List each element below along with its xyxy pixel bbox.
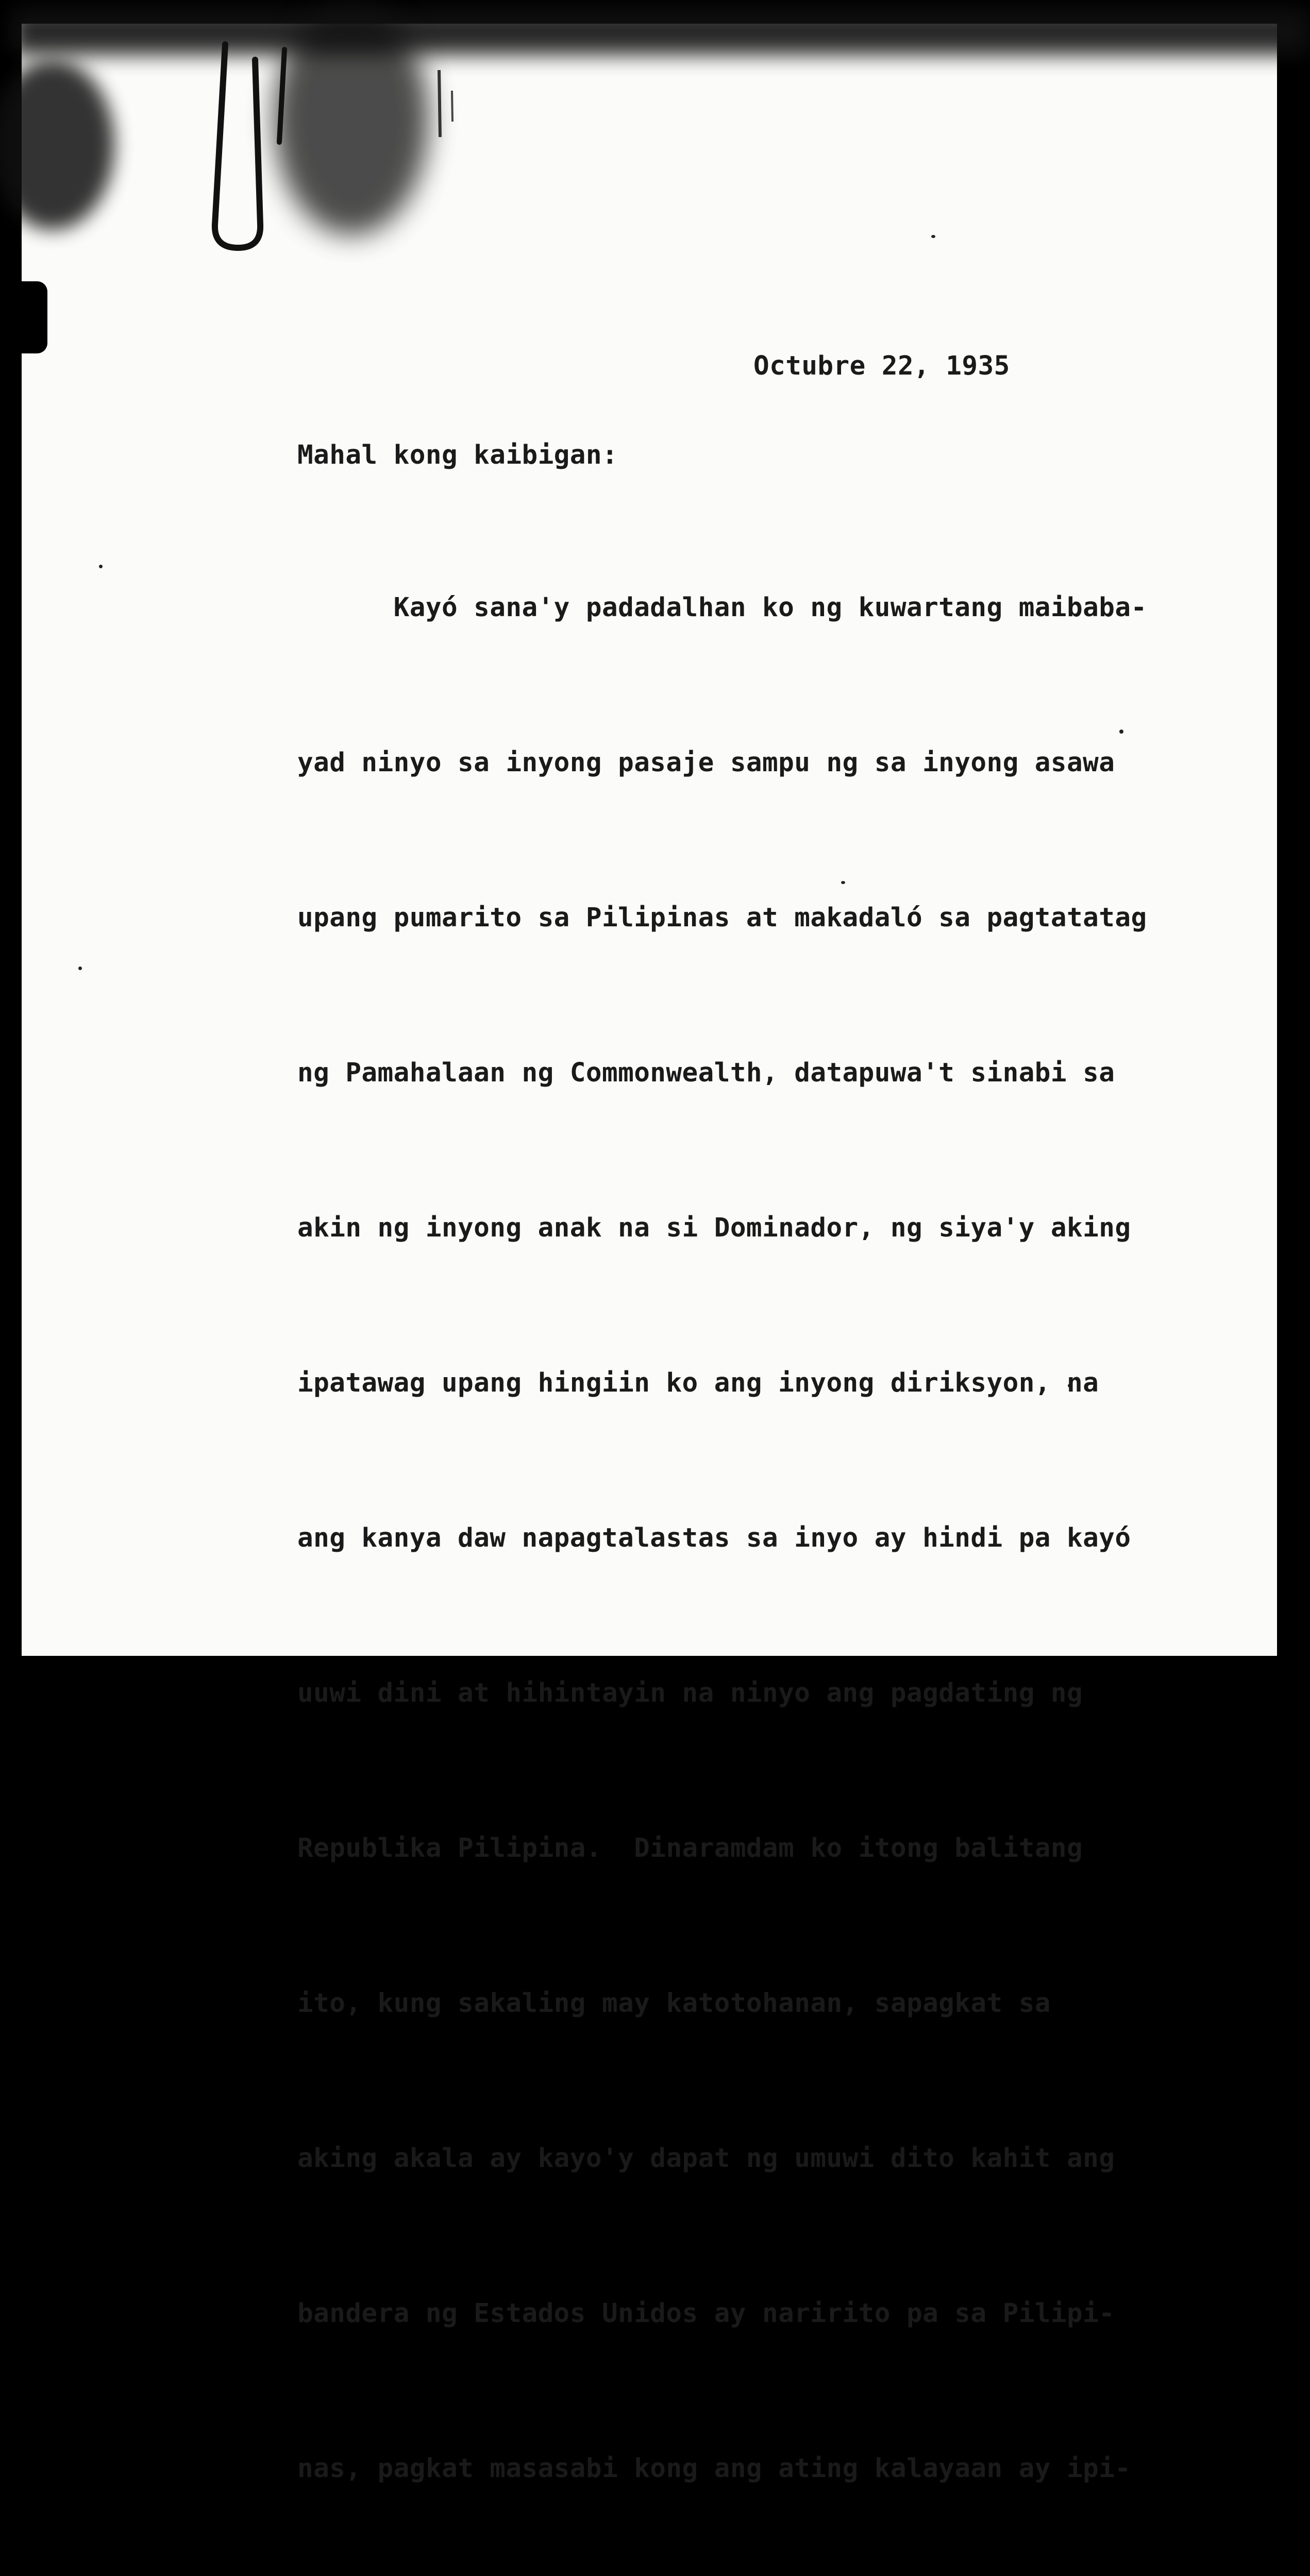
scan-speck xyxy=(99,565,103,568)
scan-speck xyxy=(78,967,82,970)
body-line: ng Pamahalaan ng Commonwealth, datapuwa't sinabi sa xyxy=(297,1058,1115,1088)
body-line: yad ninyo sa inyong pasaje sampu ng sa inyong asawa xyxy=(297,748,1115,778)
letter-salutation: Mahal kong kaibigan: xyxy=(297,440,618,470)
scan-notch xyxy=(22,281,47,353)
body-line: uuwi dini at hihintayin na ninyo ang pagdating ng xyxy=(297,1678,1083,1708)
body-line: aking akala ay kayo'y dapat ng umuwi dito kahit ang xyxy=(297,2143,1115,2174)
body-line: upang pumarito sa Pilipinas at makadaló sa pagtatatag xyxy=(297,903,1147,933)
letter-date: Octubre 22, 1935 xyxy=(753,351,1010,381)
letter-body xyxy=(297,479,1147,2576)
paperclip-icon xyxy=(194,39,303,256)
body-line: bandera ng Estados Unidos ay naririto pa sa Pilipi- xyxy=(297,2298,1115,2329)
body-line: ipatawag upang hingiin ko ang inyong diriksyon, na xyxy=(297,1368,1099,1398)
body-line: nas, pagkat masasabi kong ang ating kalayaan ay ipi- xyxy=(297,2453,1131,2484)
body-line: Kayó sana'y padadalhan ko ng kuwartang maibaba- xyxy=(297,592,1147,623)
body-line: ito, kung sakaling may katotohanan, sapagkat sa xyxy=(297,1988,1051,2019)
scan-speck xyxy=(931,235,935,238)
body-line: akin ng inyong anak na si Dominador, ng siya'y aking xyxy=(297,1213,1131,1243)
scan-smudge-left xyxy=(0,60,114,230)
body-line: ang kanya daw napagtalastas sa inyo ay hindi pa kayó xyxy=(297,1523,1131,1553)
letter-page xyxy=(22,24,1277,2484)
margin-marks xyxy=(429,60,460,189)
body-line: Republika Pilipina. Dinaramdam ko itong balitang xyxy=(297,1833,1083,1863)
